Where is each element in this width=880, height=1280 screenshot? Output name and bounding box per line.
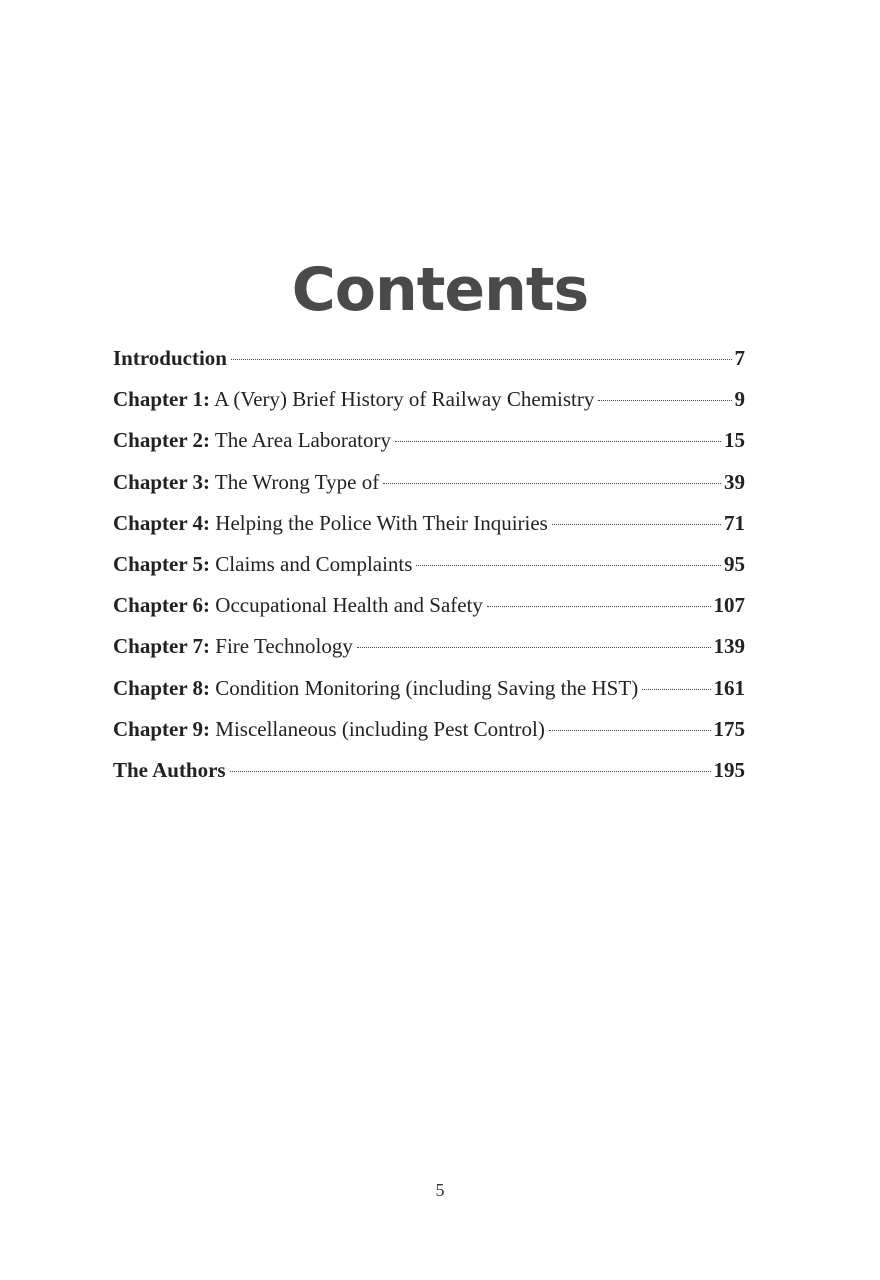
entry-page-number: 175 [713,716,745,741]
entry-page-number: 161 [713,675,745,700]
entry-prefix: Chapter 9: [113,716,211,741]
entry-title: Helping the Police With Their Inquiries [210,510,548,535]
toc-entry-chapter-5[interactable] [113,544,745,585]
entry-prefix: Chapter 1: [113,387,211,412]
entry-title: Claims and Complaints [210,551,413,576]
entry-prefix: Chapter 2: [113,428,211,453]
entry-prefix: Chapter 7: [113,634,211,659]
entry-page-number: 139 [713,634,745,659]
entry-prefix: Chapter 3: [113,469,211,494]
dot-leader [598,400,731,401]
toc-entry-chapter-4[interactable] [113,503,745,544]
toc-entry-chapter-1[interactable] [113,379,745,420]
entry-title: A (Very) Brief History of Railway Chemistry [210,387,595,412]
entry-page-number: 195 [713,757,745,782]
dot-leader [383,483,721,484]
page-title: Contents [291,255,589,325]
dot-leader [549,730,711,731]
page-number-footer: 5 [435,1180,445,1200]
entry-page-number: 7 [734,346,745,370]
toc-entry-chapter-9[interactable] [113,709,745,750]
entry-title: The Wrong Type of [210,469,380,494]
entry-title: Fire Technology [210,634,353,659]
entry-page-number: 95 [724,551,745,576]
entry-page-number: 71 [724,510,745,535]
entry-title: Condition Monitoring (including Saving the HST) [210,675,639,700]
toc-entry-chapter-6[interactable] [113,585,745,626]
dot-leader [552,524,721,525]
entry-page-number: 39 [724,469,745,494]
entry-page-number: 9 [734,387,745,412]
entry-prefix: Chapter 5: [113,551,211,576]
entry-title: Miscellaneous (including Pest Control) [210,716,545,741]
toc-entry-chapter-7[interactable] [113,626,745,667]
dot-leader [416,565,721,566]
dot-leader [231,359,732,360]
entry-prefix: The Authors [113,757,226,782]
toc-entry-chapter-3[interactable] [113,462,745,503]
entry-prefix: Chapter 4: [113,510,211,535]
dot-leader [230,771,711,772]
entry-title: The Area Laboratory [210,428,391,453]
dot-leader [357,647,711,648]
entry-page-number: 15 [724,428,745,453]
table-of-contents [113,338,745,791]
entry-prefix: Introduction [113,346,227,370]
dot-leader [642,689,710,690]
entry-prefix: Chapter 8: [113,675,211,700]
entry-prefix: Chapter 6: [113,593,211,618]
toc-entry-the-authors[interactable] [113,750,745,791]
entry-title: Occupational Health and Safety [210,593,483,618]
dot-leader [395,441,721,442]
entry-page-number: 107 [713,593,745,618]
toc-entry-introduction[interactable] [113,338,745,379]
toc-entry-chapter-2[interactable] [113,420,745,461]
toc-entry-chapter-8[interactable] [113,668,745,709]
dot-leader [487,606,711,607]
